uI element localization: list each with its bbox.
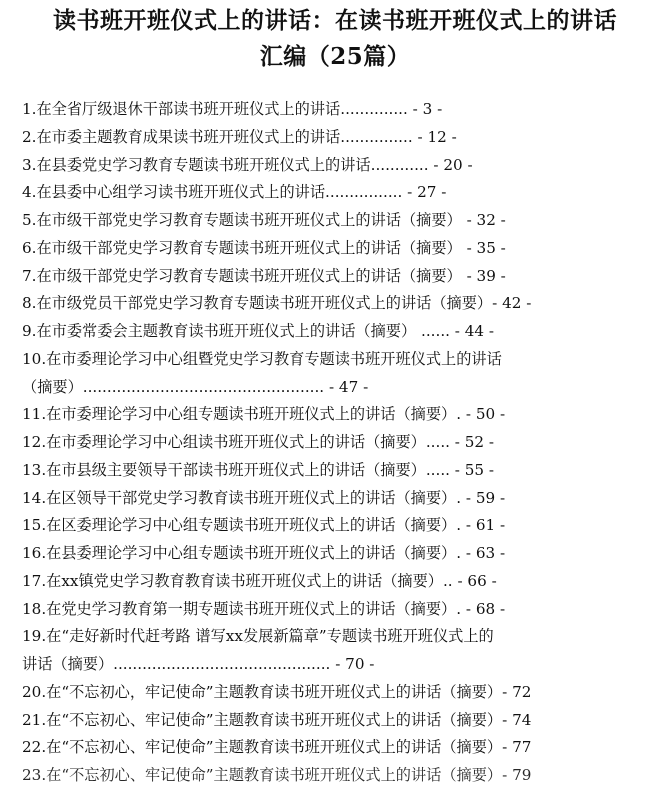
toc-entry-16[interactable]: 16.在县委理论学习中心组专题读书班开班仪式上的讲话（摘要）. - 63 - <box>22 544 506 562</box>
toc-entry-22[interactable]: 22.在“不忘初心、牢记使命”主题教育读书班开班仪式上的讲话（摘要）- 77 <box>22 738 532 757</box>
toc-entry-17[interactable]: 17.在xx镇党史学习教育教育读书班开班仪式上的讲话（摘要）.. - 66 - <box>22 571 497 590</box>
document-title-line-1: 读书班开班仪式上的讲话：在读书班开班仪式上的讲话 <box>53 7 617 34</box>
toc-entry-9[interactable]: 9.在市委常委会主题教育读书班开班仪式上的讲话（摘要） ...... - 44 - <box>22 322 495 340</box>
toc-entry-23[interactable]: 23.在“不忘初心、牢记使命”主题教育读书班开班仪式上的讲话（摘要）- 79 <box>22 766 532 784</box>
toc-entry-15[interactable]: 15.在区委理论学习中心组专题读书班开班仪式上的讲话（摘要）. - 61 - <box>22 516 506 535</box>
toc-entry-18[interactable]: 18.在党史学习教育第一期专题读书班开班仪式上的讲话（摘要）. - 68 - <box>22 599 506 618</box>
toc-entry-8[interactable]: 8.在市级党员干部党史学习教育专题读书班开班仪式上的讲话（摘要）- 42 - <box>22 294 532 313</box>
toc-entry-10-continued[interactable]: （摘要）.................................................. - 47 - <box>22 377 369 396</box>
toc-entry-3[interactable]: 3.在县委党史学习教育专题读书班开班仪式上的讲话............ - 20 - <box>22 155 473 174</box>
toc-entry-7[interactable]: 7.在市级干部党史学习教育专题读书班开班仪式上的讲话（摘要） - 39 - <box>22 266 506 285</box>
toc-entry-13[interactable]: 13.在市县级主要领导干部读书班开班仪式上的讲话（摘要）..... - 55 - <box>22 460 495 479</box>
toc-entry-14[interactable]: 14.在区领导干部党史学习教育读书班开班仪式上的讲话（摘要）. - 59 - <box>22 488 506 507</box>
toc-entry-19-continued[interactable]: 讲话（摘要）............................................. - 70 - <box>22 655 375 673</box>
toc-entry-2[interactable]: 2.在市委主题教育成果读书班开班仪式上的讲话............... - 12 - <box>22 127 457 146</box>
toc-entry-1[interactable]: 1.在全省厅级退休干部读书班开班仪式上的讲话.............. - 3 - <box>22 100 443 118</box>
table-of-contents <box>0 96 670 784</box>
toc-entry-10[interactable]: 10.在市委理论学习中心组暨党史学习教育专题读书班开班仪式上的讲话 <box>22 349 502 368</box>
toc-entry-4[interactable]: 4.在县委中心组学习读书班开班仪式上的讲话................ - 27 - <box>22 183 447 202</box>
toc-entry-19[interactable]: 19.在“走好新时代赶考路 谱写xx发展新篇章”专题读书班开班仪式上的 <box>22 627 494 646</box>
toc-entry-12[interactable]: 12.在市委理论学习中心组读书班开班仪式上的讲话（摘要）..... - 52 - <box>22 433 495 451</box>
toc-entry-21[interactable]: 21.在“不忘初心、牢记使命”主题教育读书班开班仪式上的讲话（摘要）- 74 <box>22 710 532 729</box>
toc-entry-11[interactable]: 11.在市委理论学习中心组专题读书班开班仪式上的讲话（摘要）. - 50 - <box>22 405 506 424</box>
toc-entry-20[interactable]: 20.在“不忘初心，牢记使命”主题教育读书班开班仪式上的讲话（摘要）- 72 <box>22 682 532 701</box>
document-title-line-2: 汇编（25篇） <box>259 43 411 70</box>
toc-entry-5[interactable]: 5.在市级干部党史学习教育专题读书班开班仪式上的讲话（摘要） - 32 - <box>22 211 506 229</box>
toc-entry-6[interactable]: 6.在市级干部党史学习教育专题读书班开班仪式上的讲话（摘要） - 35 - <box>22 238 506 257</box>
